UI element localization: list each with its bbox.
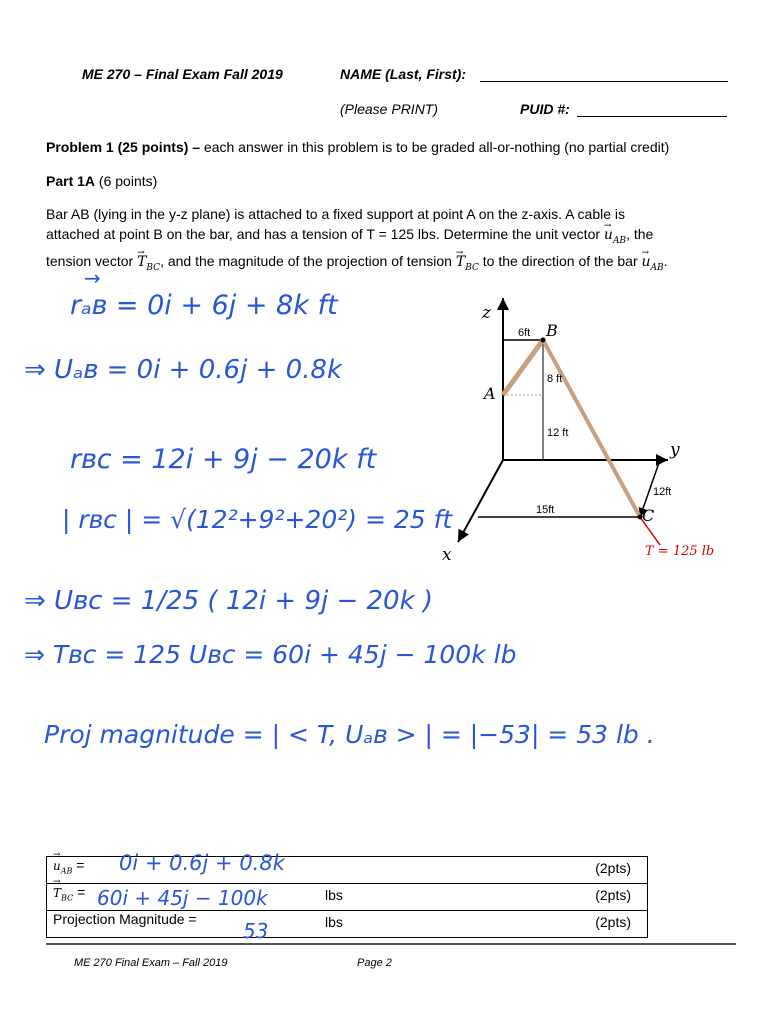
footer-left: ME 270 Final Exam – Fall 2019 — [74, 957, 228, 969]
projection-unit: lbs — [325, 914, 343, 930]
t-bc-symbol: → $T_{BC}$ — [137, 252, 160, 278]
label-tension: T = 125 lb — [645, 544, 715, 559]
label-8ft: 8 ft — [547, 373, 563, 385]
t-bc-label-symbol: → $T_{BC}$ — [53, 886, 73, 902]
handwritten-t-bc: ⇒ Tʙc = 125 Uʙc = 60i + 45j − 100k lb — [24, 640, 517, 669]
bar-ab — [503, 340, 543, 395]
t-bc-symbol-2: → $T_{BC}$ — [456, 252, 479, 278]
name-line[interactable] — [480, 66, 728, 82]
puid-line[interactable] — [577, 101, 727, 117]
u-ab-symbol-2: → $u_{AB}$ — [642, 252, 664, 278]
answer-table — [46, 851, 648, 943]
x-axis — [458, 460, 503, 542]
label-z: z — [482, 303, 491, 323]
handwritten-projection: Proj magnitude = | < T, Uₐʙ > | = |−53| = 53 lb . — [44, 720, 655, 749]
problem-title-bold: Problem 1 (25 points) – — [46, 139, 201, 155]
handwritten-r-ab: rₐʙ = 0i + 6j + 8k ft — [70, 290, 338, 321]
part-title — [46, 171, 157, 191]
label-c: C — [642, 506, 655, 525]
answer-row-projection — [47, 911, 648, 938]
answer-row-t-bc — [47, 884, 648, 911]
handwritten-u-bc: ⇒ Uʙc = 1/25 ( 12i + 9j − 20k ) — [24, 586, 434, 616]
projection-points: (2pts) — [595, 914, 631, 930]
label-15ft: 15ft — [536, 504, 555, 516]
geometry-diagram — [430, 290, 730, 570]
handwritten-answer-u-ab: 0i + 0.6j + 0.8k — [119, 851, 285, 875]
statement-line-1: Bar AB (lying in the y-z plane) is attached to a fixed support at point A on the z-axis. A cable is — [46, 206, 625, 222]
handwritten-r-bc: rʙc = 12i + 9j − 20k ft — [70, 444, 377, 475]
problem-statement — [46, 204, 726, 278]
t-bc-unit: lbs — [325, 887, 343, 903]
puid-label: PUID #: — [520, 101, 570, 117]
handwritten-r-bc-mag: | rʙc | = √(12²+9²+20²) = 25 ft — [62, 505, 453, 534]
t-bc-label: = — [77, 884, 86, 900]
footer-page: Page 2 — [357, 957, 392, 969]
u-ab-label-symbol: → $u_{AB}$ — [53, 859, 72, 875]
projection-label: Projection Magnitude = — [53, 911, 197, 927]
problem-title-rest: each answer in this problem is to be graded all-or-nothing (no partial credit) — [200, 139, 670, 155]
u-ab-points: (2pts) — [595, 860, 631, 876]
label-x: x — [442, 545, 452, 565]
answer-row-u-ab — [47, 857, 648, 884]
problem-title — [46, 137, 669, 157]
answer-cell-projection[interactable] — [47, 911, 648, 943]
handwritten-arrow: → — [84, 266, 101, 290]
course-title: ME 270 – Final Exam Fall 2019 — [82, 66, 283, 82]
t-bc-points: (2pts) — [595, 887, 631, 903]
label-12ft: 12 ft — [547, 427, 569, 439]
label-b: B — [546, 321, 558, 340]
please-print: (Please PRINT) — [340, 101, 439, 117]
label-a: A — [484, 384, 496, 403]
part-title-bold: Part 1A — [46, 173, 96, 189]
label-y: y — [670, 440, 680, 460]
label-6ft: 6ft — [518, 327, 531, 339]
point-b — [541, 338, 546, 343]
handwritten-answer-t-bc: 60i + 45j − 100k — [97, 886, 268, 910]
label-12ft-x: 12ft — [653, 486, 672, 498]
statement-line-3: tension vector → $T_{BC}$, and the magnitude of the projection of tension → $T_{BC}$ to the direction of the bar → $u_{AB}$. — [46, 251, 726, 278]
name-label: NAME (Last, First): — [340, 66, 466, 82]
footer-rule — [46, 943, 736, 945]
handwritten-answer-projection: 53 — [243, 919, 269, 943]
answer-cell-u-ab[interactable] — [47, 851, 648, 884]
u-ab-symbol: → $u_{AB}$ — [604, 225, 626, 251]
answer-cell-t-bc[interactable] — [47, 884, 648, 911]
u-ab-label: = — [76, 857, 85, 873]
part-title-rest: (6 points) — [95, 173, 158, 189]
handwritten-u-ab: ⇒ Uₐʙ = 0i + 0.6j + 0.8k — [24, 355, 343, 385]
statement-line-2: attached at point B on the bar, and has a tension of T = 125 lbs. Determine the unit vector → $u_{AB}$, the — [46, 224, 726, 251]
